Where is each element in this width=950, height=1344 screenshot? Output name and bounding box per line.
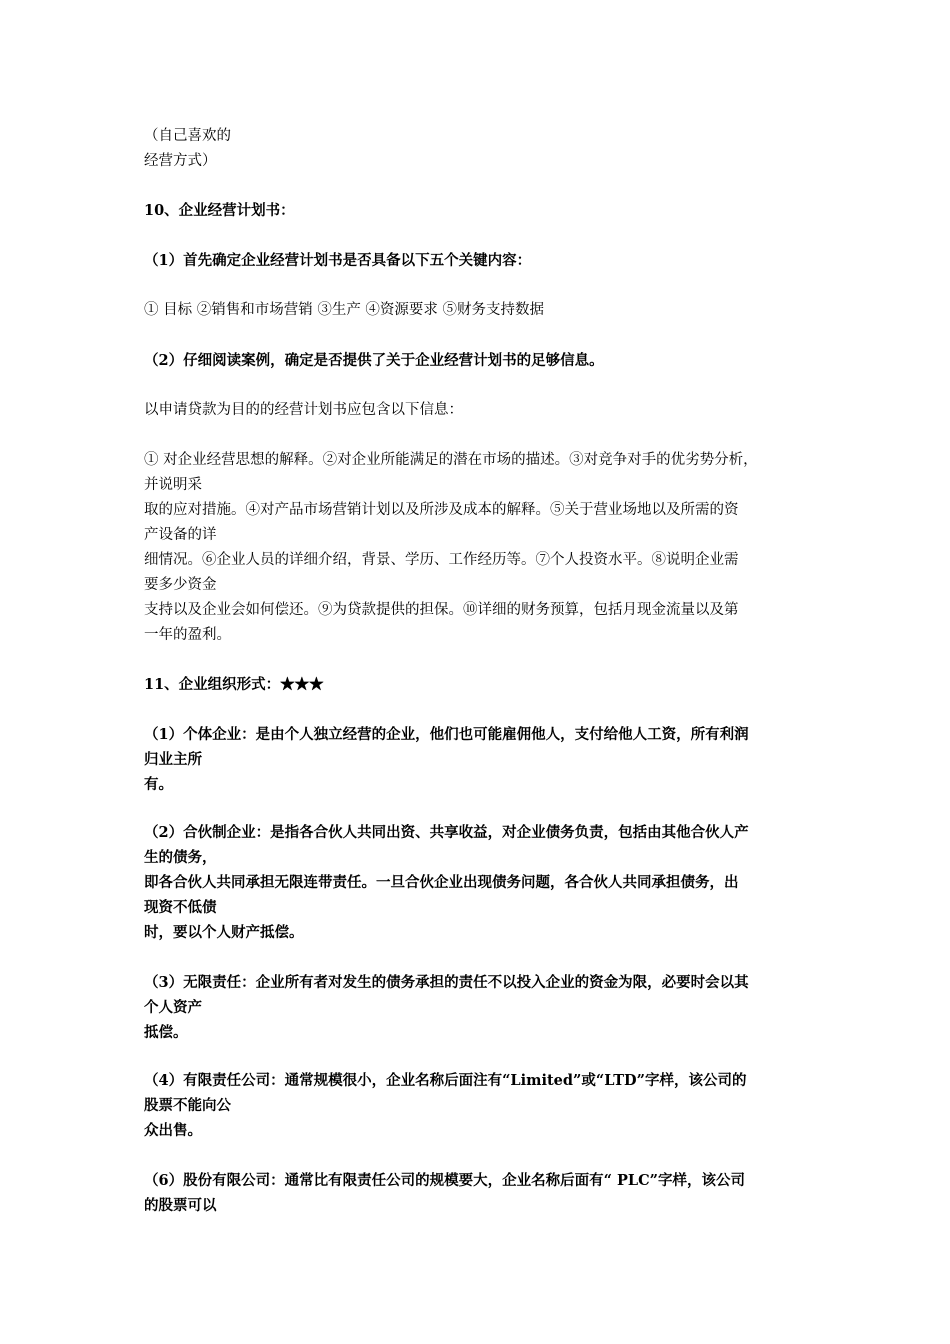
paragraph-line: （4）有限责任公司：通常规模很小，企业名称后面注有“Limited”或“LTD”字样，该公司的 <box>144 1072 747 1089</box>
paragraph-line: 要多少资金 <box>144 577 217 593</box>
paragraph <box>144 198 814 223</box>
paragraph-line: ① 目标 ②销售和市场营销 ③生产 ④资源要求 ⑤财务支持数据 <box>144 302 545 318</box>
paragraph <box>144 1168 814 1218</box>
paragraph-line: 现资不低债 <box>144 899 217 916</box>
paragraph <box>144 970 814 1045</box>
paragraph-line: 众出售。 <box>144 1122 202 1139</box>
paragraph-line: （2）合伙制企业：是指各合伙人共同出资、共享收益，对企业债务负责，包括由其他合伙人产 <box>144 824 749 841</box>
paragraph-line: ① 对企业经营思想的解释。②对企业所能满足的潜在市场的描述。③对竞争对手的优劣势分析， <box>144 452 758 468</box>
paragraph-line: 产设备的详 <box>144 527 217 543</box>
paragraph <box>144 448 814 648</box>
paragraph-line: 即各合伙人共同承担无限连带责任。一旦合伙企业出现债务问题，各合伙人共同承担债务，出 <box>144 874 739 891</box>
paragraph-line: 取的应对措施。④对产品市场营销计划以及所涉及成本的解释。⑤关于营业场地以及所需的资 <box>144 502 739 518</box>
paragraph-line: 的股票可以 <box>144 1197 217 1214</box>
paragraph-line: 生的债务， <box>144 849 217 866</box>
paragraph-line: 归业主所 <box>144 751 202 768</box>
paragraph-line: 11、企业组织形式：★★★ <box>144 676 324 693</box>
paragraph-line: （3）无限责任：企业所有者对发生的债务承担的责任不以投入企业的资金为限，必要时会以其 <box>144 974 749 991</box>
paragraph-line: 时，要以个人财产抵偿。 <box>144 924 304 941</box>
paragraph <box>144 722 814 797</box>
paragraph <box>144 820 814 945</box>
paragraph-line: 细情况。⑥企业人员的详细介绍，背景、学历、工作经历等。⑦个人投资水平。⑧说明企业需 <box>144 552 739 568</box>
paragraph-line: 有。 <box>144 776 173 793</box>
paragraph <box>144 124 814 174</box>
paragraph-line: 支持以及企业会如何偿还。⑨为贷款提供的担保。⑩详细的财务预算，包括月现金流量以及第 <box>144 602 739 618</box>
paragraph-line: 10、企业经营计划书： <box>144 202 295 219</box>
paragraph-line: （6）股份有限公司：通常比有限责任公司的规模要大，企业名称后面有“ PLC”字样，该公司 <box>144 1172 745 1189</box>
paragraph <box>144 672 814 697</box>
paragraph <box>144 298 814 323</box>
paragraph <box>144 398 814 423</box>
paragraph-line: 一年的盈利。 <box>144 627 231 643</box>
paragraph-line: （2）仔细阅读案例，确定是否提供了关于企业经营计划书的足够信息。 <box>144 352 604 369</box>
paragraph <box>144 348 814 373</box>
paragraph <box>144 248 814 273</box>
paragraph-line: 以申请贷款为目的的经营计划书应包含以下信息： <box>144 402 463 418</box>
paragraph-line: （自己喜欢的 <box>144 128 231 144</box>
paragraph <box>144 1068 814 1143</box>
paragraph-line: 抵偿。 <box>144 1024 188 1041</box>
paragraph-line: 经营方式） <box>144 153 217 169</box>
paragraph-line: （1）个体企业：是由个人独立经营的企业，他们也可能雇佣他人，支付给他人工资，所有利润 <box>144 726 749 743</box>
paragraph-line: 股票不能向公 <box>144 1097 231 1114</box>
paragraph-line: （1）首先确定企业经营计划书是否具备以下五个关键内容： <box>144 252 532 269</box>
paragraph-line: 个人资产 <box>144 999 202 1016</box>
paragraph-line: 并说明采 <box>144 477 202 493</box>
